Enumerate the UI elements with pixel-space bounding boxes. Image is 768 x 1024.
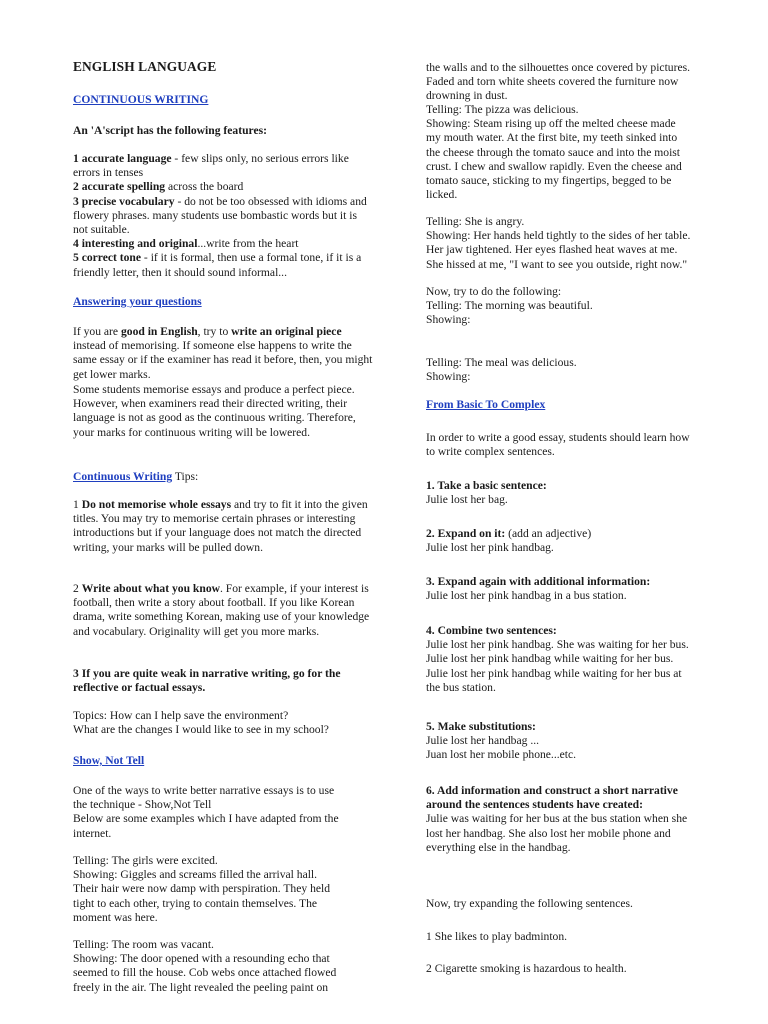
showing-line: Their hair were now damp with perspiration. They held	[73, 882, 331, 896]
answering-paragraph-2: Some students memorise essays and produce a perfect piece. However, when examiners read their directed writing, their language is not as good as the continuous writing. Therefore, your marks for continuous writing will be lowered.	[73, 383, 356, 439]
tip-text: . For example, if your interest is football, then write a story about football. If you like Korean drama, write something Korean, making use of your knowledge and vocabulary. Originality will get you more marks.	[73, 582, 370, 638]
step-6	[426, 784, 731, 855]
showing-line: licked.	[426, 188, 458, 202]
showing-line: Faded and torn white sheets covered the furniture now	[426, 75, 679, 89]
step-heading: 1. Take a basic sentence:	[426, 479, 547, 492]
example-girls	[73, 854, 373, 925]
step-line: the bus station.	[426, 680, 496, 694]
tip-number: 1	[73, 498, 82, 511]
step-5	[426, 720, 731, 763]
answering-text: instead of memorising. If someone else happens to write the same essay or if the examiner has read it before, then, you might get lower marks.	[73, 339, 373, 381]
step-line: everything else in the handbag.	[426, 840, 571, 854]
step-line: lost her handbag. She also lost her mobile phone and	[426, 826, 671, 840]
answering-text: , try to	[197, 325, 232, 338]
features-intro: An 'A'script has the following features:	[73, 124, 267, 137]
showing-line: Showing: Giggles and screams filled the arrival hall.	[73, 868, 318, 882]
continuous-writing-tips-link[interactable]: Continuous Writing	[73, 470, 173, 483]
example-pizza	[426, 103, 731, 202]
example-angry	[426, 215, 731, 272]
step-heading: 3. Expand again with additional information:	[426, 575, 651, 588]
basic-to-complex-link[interactable]: From Basic To Complex	[426, 398, 546, 411]
example-room	[73, 938, 373, 995]
step-line: Juan lost her mobile phone...etc.	[426, 748, 577, 762]
practice-block-2	[426, 356, 731, 384]
answering-bold: write an original piece	[231, 325, 342, 338]
showing-line: crust. I chew and swallow rapidly. Even the cheese and	[426, 159, 682, 173]
showing-line: Showing:	[426, 370, 471, 384]
answering-text: If you are	[73, 325, 121, 338]
step-line: Julie was waiting for her bus at the bus station when she	[426, 812, 688, 826]
answering-paragraph-1	[73, 325, 373, 382]
topic-line: Topics: How can I help save the environment?	[73, 709, 289, 722]
feature-item	[73, 251, 373, 279]
section-heading-answering[interactable]	[73, 295, 373, 309]
complex-intro-line: to write complex sentences.	[426, 445, 555, 459]
document-title: ENGLISH LANGUAGE	[73, 59, 217, 74]
telling-line: Telling: The meal was delicious.	[426, 356, 577, 369]
step-line: Julie lost her bag.	[426, 493, 508, 507]
step-3	[426, 575, 731, 603]
tip-1	[73, 498, 373, 555]
answering-bold: good in English	[120, 325, 198, 338]
step-line: Julie lost her pink handbag while waiting for her bus.	[426, 652, 674, 666]
step-line: Julie lost her pink handbag. She was waiting for her bus.	[426, 638, 689, 652]
continuous-writing-link[interactable]: CONTINUOUS WRITING	[73, 93, 209, 106]
practice-intro: Now, try to do the following:	[426, 285, 562, 298]
practice-block-1	[426, 285, 731, 328]
step-heading: 2. Expand on it:	[426, 527, 506, 540]
tips-suffix: Tips:	[172, 470, 199, 483]
step-heading: 4. Combine two sentences:	[426, 624, 557, 637]
feature-label: 5 correct tone	[73, 251, 142, 265]
showing-line: Her jaw tightened. Her eyes flashed heat waves at me.	[426, 243, 678, 257]
telling-line: Telling: The morning was beautiful.	[426, 299, 593, 313]
show-intro-line: One of the ways to write better narrative essays is to use	[73, 784, 335, 797]
feature-label: 1 accurate language	[73, 152, 172, 165]
showing-line: tight to each other, trying to contain themselves. The	[73, 896, 318, 910]
tip-number: 2	[73, 582, 82, 595]
topics	[73, 709, 373, 737]
showing-line: tomato sauce, sticking to my fingertips, begged to be	[426, 174, 672, 188]
showing-line: drowning in dust.	[426, 89, 508, 103]
showing-line: the walls and to the silhouettes once covered by pictures.	[426, 61, 691, 74]
tip-2	[73, 582, 373, 639]
showing-line: She hissed at me, "I want to see you outside, right now."	[426, 257, 688, 271]
tip-bold: Do not memorise whole essays	[81, 498, 232, 511]
showing-line: the cheese through the tomato sauce and into the moist	[426, 145, 681, 159]
feature-text: ...write from the heart	[197, 237, 299, 251]
show-intro-line: the technique - Show,Not Tell	[73, 798, 212, 812]
expand-item: 2 Cigarette smoking is hazardous to health.	[426, 962, 627, 975]
feature-label: 2 accurate spelling	[73, 180, 166, 194]
step-line: Julie lost her handbag ...	[426, 734, 540, 748]
telling-line: Telling: The room was vacant.	[73, 938, 214, 951]
step-2	[426, 527, 731, 555]
showing-line: Showing: The door opened with a resounding echo that	[73, 952, 330, 966]
feature-text: - few slips only, no serious errors like errors in tenses	[73, 152, 349, 180]
tip-3: 3 If you are quite weak in narrative writing, go for the reflective or factual essays.	[73, 667, 341, 695]
features-list	[73, 152, 373, 280]
showing-line: moment was here.	[73, 910, 158, 924]
showing-line: my mouth water. At the first bite, my teeth sinked into	[426, 131, 678, 145]
feature-item	[73, 195, 373, 238]
telling-line: Telling: She is angry.	[426, 215, 525, 228]
tip-bold: Write about what you know	[81, 582, 220, 595]
complex-intro-line: In order to write a good essay, students should learn how	[426, 431, 690, 444]
section-heading-continuous-writing[interactable]	[73, 93, 373, 107]
feature-text: - do not be too obsessed with idioms and flowery phrases. many students use bombastic words but it is not suitable.	[73, 194, 367, 237]
showing-line: Showing:	[426, 313, 471, 327]
showing-line: Showing: Her hands held tightly to the sides of her table.	[426, 229, 691, 243]
tip-text: and try to fit it into the given titles. You may try to memorise certain phrases or interesting introductions but if your language does not match the directed writing, your marks will be pulled down.	[73, 498, 368, 554]
step-line: Julie lost her pink handbag while waiting for her bus at	[426, 666, 682, 680]
section-heading-basic-to-complex[interactable]	[426, 398, 731, 412]
expand-item: 1 She likes to play badminton.	[426, 930, 568, 943]
feature-text: - if it is formal, then use a formal tone, if it is a friendly letter, then it should sound informal...	[73, 251, 362, 279]
section-heading-show-not-tell[interactable]	[73, 754, 373, 768]
step-4	[426, 624, 731, 695]
step-heading: 5. Make substitutions:	[426, 720, 536, 733]
telling-line: Telling: The girls were excited.	[73, 854, 218, 867]
feature-label: 3 precise vocabulary	[73, 194, 175, 208]
step-heading: around the sentences students have created:	[426, 798, 643, 812]
feature-item	[73, 180, 373, 194]
showing-line: seemed to fill the house. Cob webs once attached flowed	[73, 966, 337, 980]
step-heading: 6. Add information and construct a short narrative	[426, 784, 678, 797]
feature-item	[73, 237, 373, 251]
show-intro-line: Below are some examples which I have adapted from the	[73, 812, 339, 826]
step-line: Julie lost her pink handbag.	[426, 541, 554, 555]
showing-line: freely in the air. The light revealed the peeling paint on	[73, 980, 329, 994]
room-continuation	[426, 61, 731, 104]
expand-intro: Now, try expanding the following sentences.	[426, 897, 633, 910]
step-note: (add an adjective)	[505, 527, 592, 540]
telling-line: Telling: The pizza was delicious.	[426, 103, 579, 116]
feature-text: across the board	[165, 180, 244, 194]
section-heading-tips	[73, 470, 373, 484]
show-intro	[73, 784, 373, 841]
show-intro-line: internet.	[73, 826, 112, 840]
complex-intro	[426, 431, 731, 459]
step-line: Julie lost her pink handbag in a bus station.	[426, 589, 627, 603]
step-1	[426, 479, 731, 507]
answering-questions-link[interactable]: Answering your questions	[73, 295, 202, 308]
showing-line: Showing: Steam rising up off the melted cheese made	[426, 117, 676, 131]
feature-label: 4 interesting and original	[73, 237, 198, 251]
show-not-tell-link[interactable]: Show, Not Tell	[73, 754, 145, 767]
topic-line: What are the changes I would like to see in my school?	[73, 723, 329, 737]
feature-item	[73, 152, 373, 180]
